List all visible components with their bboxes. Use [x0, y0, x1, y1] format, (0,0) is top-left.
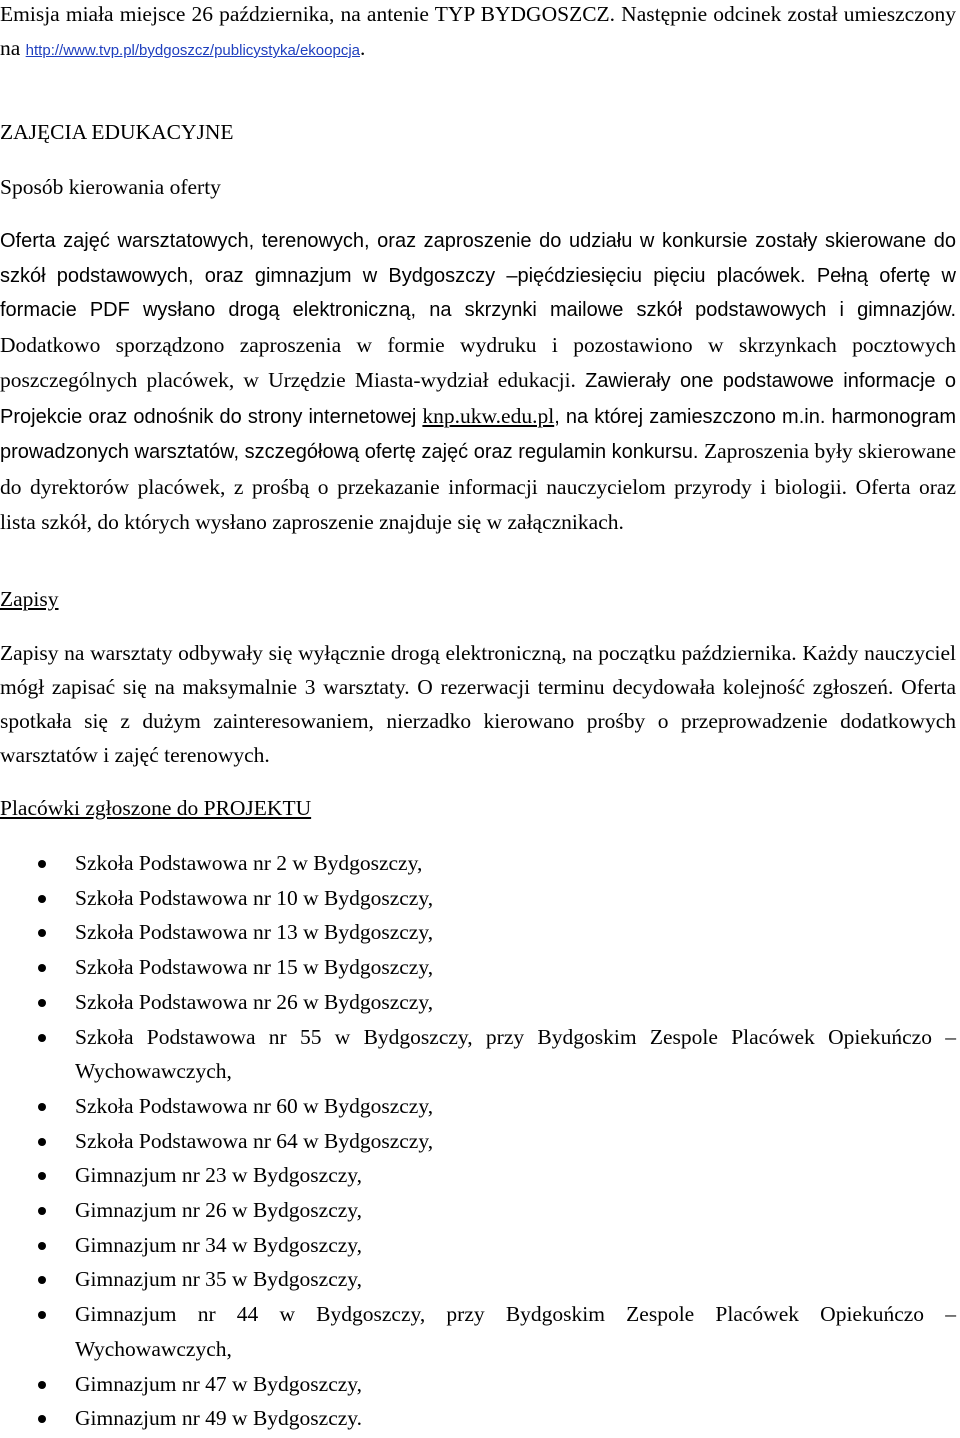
bullet-icon	[38, 1415, 46, 1423]
tvp-link[interactable]: http://www.tvp.pl/bydgoszcz/publicystyka/ekoopcja	[25, 42, 361, 59]
list-item	[0, 915, 956, 950]
bullet-icon	[38, 1311, 46, 1319]
list-item	[0, 881, 956, 916]
bullet-icon	[38, 1242, 46, 1250]
offer-text-5: Zaproszenia były skierowane do dyrektorów placówek, z prośbą o przekazanie informacji nauczycielom przyrody i biologii. Oferta oraz lista szkół, do których wysłano zaproszenie znajduje się w załącznikach.	[0, 439, 956, 534]
intro-text: Emisja miała miejsce 26 października, na antenie TYP BYDGOSZCZ. Następnie odcinek został umieszczony na	[0, 2, 956, 60]
list-item	[0, 1262, 956, 1297]
bullet-icon	[38, 999, 46, 1007]
zapisy-title: Zapisy	[0, 587, 59, 611]
list-item	[0, 846, 956, 881]
bullet-icon	[38, 1381, 46, 1389]
list-item	[0, 1367, 956, 1402]
placowki-title: Placówki zgłoszone do PROJEKTU	[0, 796, 312, 820]
list-item-label: Szkoła Podstawowa nr 60 w Bydgoszczy,	[75, 1093, 434, 1118]
bullet-icon	[38, 929, 46, 937]
list-item	[0, 1228, 956, 1263]
bullet-icon	[38, 860, 46, 868]
list-item-label: Szkoła Podstawowa nr 64 w Bydgoszczy,	[75, 1128, 434, 1153]
bullet-icon	[38, 1138, 46, 1146]
list-item-label: Gimnazjum nr 26 w Bydgoszczy,	[75, 1198, 363, 1223]
list-item	[0, 950, 956, 985]
offer-text-4: , na której zamieszczono m.in. harmonogram prowadzonych warsztatów, szczegółową ofertę zajęć oraz regulamin konkursu.	[0, 405, 956, 463]
list-item	[0, 1401, 956, 1436]
list-item	[0, 1124, 956, 1159]
list-item-label: Gimnazjum nr 44 w Bydgoszczy, przy Bydgoskim Zespole Placówek Opiekuńczo – Wychowawczych,	[75, 1302, 956, 1361]
list-item	[0, 1089, 956, 1124]
list-item	[0, 1297, 956, 1366]
section-title: ZAJĘCIA EDUKACYJNE	[0, 120, 234, 144]
bullet-icon	[38, 1172, 46, 1180]
list-item-label: Gimnazjum nr 49 w Bydgoszczy.	[75, 1406, 363, 1431]
list-item-label: Szkoła Podstawowa nr 13 w Bydgoszczy,	[75, 920, 434, 945]
bullet-icon	[38, 1207, 46, 1215]
offer-paragraph	[0, 224, 956, 541]
list-item-label: Gimnazjum nr 35 w Bydgoszczy,	[75, 1267, 363, 1292]
section-subtitle: Sposób kierowania oferty	[0, 175, 221, 199]
bullet-icon	[38, 1103, 46, 1111]
intro-text-end: .	[360, 36, 366, 60]
list-item-label: Gimnazjum nr 34 w Bydgoszczy,	[75, 1232, 363, 1257]
offer-text-2: Dodatkowo sporządzono zaproszenia w formie wydruku i pozostawiono w skrzynkach pocztowych poszczególnych placówek, w Urzędzie Miasta-wydział edukacji.	[0, 332, 956, 392]
list-item-label: Gimnazjum nr 23 w Bydgoszczy,	[75, 1163, 363, 1188]
school-list	[0, 846, 956, 1436]
list-item-label: Szkoła Podstawowa nr 55 w Bydgoszczy, przy Bydgoskim Zespole Placówek Opiekuńczo – Wychowawczych,	[75, 1024, 956, 1084]
list-item-label: Szkoła Podstawowa nr 2 w Bydgoszczy,	[75, 851, 423, 875]
intro-paragraph	[0, 0, 956, 68]
list-item-label: Szkoła Podstawowa nr 10 w Bydgoszczy,	[75, 885, 434, 910]
bullet-icon	[38, 1276, 46, 1284]
list-item	[0, 1020, 956, 1089]
list-item	[0, 1193, 956, 1228]
offer-text-1: Oferta zajęć warsztatowych, terenowych, oraz zaproszenie do udziału w konkursie zostały skierowane do szkół podstawowych, oraz gimnazjum w Bydgoszczy –pięćdziesięciu pięciu placówek. Pełną ofertę w formacie PDF wysłano drogą elektroniczną, na skrzynki mailowe szkół podstawowych i gimnazjów.	[0, 230, 956, 321]
list-item-label: Gimnazjum nr 47 w Bydgoszczy,	[75, 1371, 363, 1396]
list-item-label: Szkoła Podstawowa nr 26 w Bydgoszczy,	[75, 989, 434, 1014]
bullet-icon	[38, 964, 46, 972]
list-item	[0, 985, 956, 1020]
bullet-icon	[38, 895, 46, 903]
knp-link[interactable]: knp.ukw.edu.pl	[422, 403, 555, 428]
list-item-label: Szkoła Podstawowa nr 15 w Bydgoszczy,	[75, 955, 434, 980]
bullet-icon	[38, 1034, 46, 1042]
zapisy-paragraph: Zapisy na warsztaty odbywały się wyłącznie drogą elektroniczną, na początku października. Każdy nauczyciel mógł zapisać się na maksymalnie 3 warsztaty. O rezerwacji terminu decydowała kolejność zgłoszeń. Oferta spotkała się z dużym zainteresowaniem, nierzadko kierowano prośby o przeprowadzenie dodatkowych warsztatów i zajęć terenowych.	[0, 641, 956, 767]
list-item	[0, 1158, 956, 1193]
offer-text-3: Zawierały one podstawowe informacje o Projekcie oraz odnośnik do strony internetowej	[0, 370, 956, 428]
